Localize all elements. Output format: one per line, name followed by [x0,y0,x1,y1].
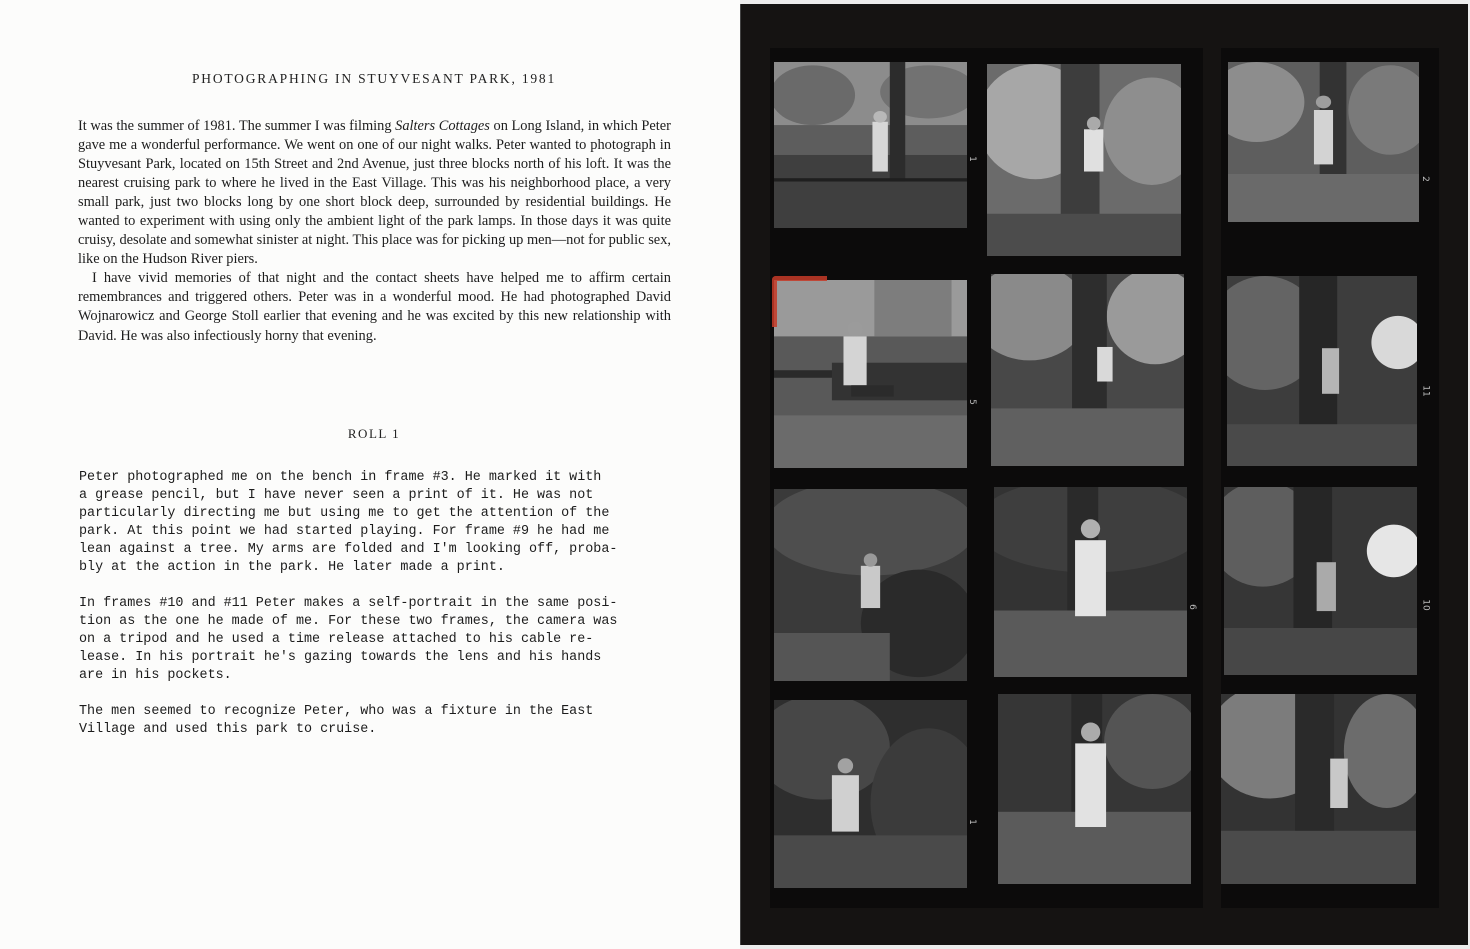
contact-frame [991,274,1184,466]
frame-number: 1 [966,156,977,162]
typewritten-notes [79,469,661,757]
frame-number: 6 [1186,604,1197,610]
contact-frame [774,489,967,681]
contact-frame [987,64,1181,256]
notes-paragraph: Peter photographed me on the bench in frame #3. He marked it with a grease pencil, but I have never seen a print of it. He was not particularly directing me but using me to get the attention of the park. At this point we had started playing. For frame #9 he had me lean against a tree. My arms are folded and I'm looking off, proba- bly at the action in the park. He later made a print. [79,470,618,575]
essay-paragraph-2: I have vivid memories of that night and the contact sheets have helped me to affirm certain remembrances and triggered others. Peter was in a wonderful mood. He had photographed David Wojnarowicz and George Stoll earlier that evening and he was excited by this new relationship with David. He was also infectiously horny that evening. [78,270,671,344]
right-page [740,0,1470,949]
contact-frame [1227,276,1417,466]
notes-paragraph: In frames #10 and #11 Peter makes a self-portrait in the same posi- tion as the one he made of me. For these two frames, the camera was on a tripod and he used a time release attached to his cable re- lease. In his portrait he's gazing towards the lens and his hands are in his pockets. [79,596,618,683]
section-heading: ROLL 1 [347,426,401,441]
frame-number: 11 [1420,385,1431,397]
contact-frame [1221,694,1416,884]
notes-paragraph: The men seemed to recognize Peter, who was a fixture in the East Village and used this park to cruise. [79,704,594,737]
frame-number: 10 [1420,599,1431,611]
contact-frame [774,700,967,888]
contact-sheet-photo [740,4,1468,945]
film-title: Salters Cottages [395,118,490,134]
frame-number: 2 [1419,176,1430,182]
grease-pencil-mark [772,276,827,327]
contact-frame [774,62,967,228]
frame-number: 1 [966,819,977,825]
page-heading: PHOTOGRAPHING IN STUYVESANT PARK, 1981 [191,71,557,86]
contact-frame [994,487,1187,677]
essay-text [78,117,671,346]
contact-frame [998,694,1191,884]
essay-paragraph-1: It was the summer of 1981. The summer I was filming Salters Cottages on Long Island, in which Peter gave me a wonderful performance. We went on one of our night walks. Peter wanted to photograph in Stuyvesant Park, located on 15th Street and 2nd Avenue, just three blocks north of his loft. It was the nearest cruising park to where he lived in the East Village. This was his neighborhood place, a very small park, just two blocks long by one short block deep, surrounded by residential buildings. He wanted to experiment with using only the ambient light of the park lamps. In those days it was quite cruisy, desolate and somewhat sinister at night. This place was for picking up men—not for public sex, like on the Hudson River piers. [78,118,671,268]
contact-frame [1228,62,1419,222]
contact-frame [1224,487,1417,675]
frame-number: 5 [966,399,977,405]
